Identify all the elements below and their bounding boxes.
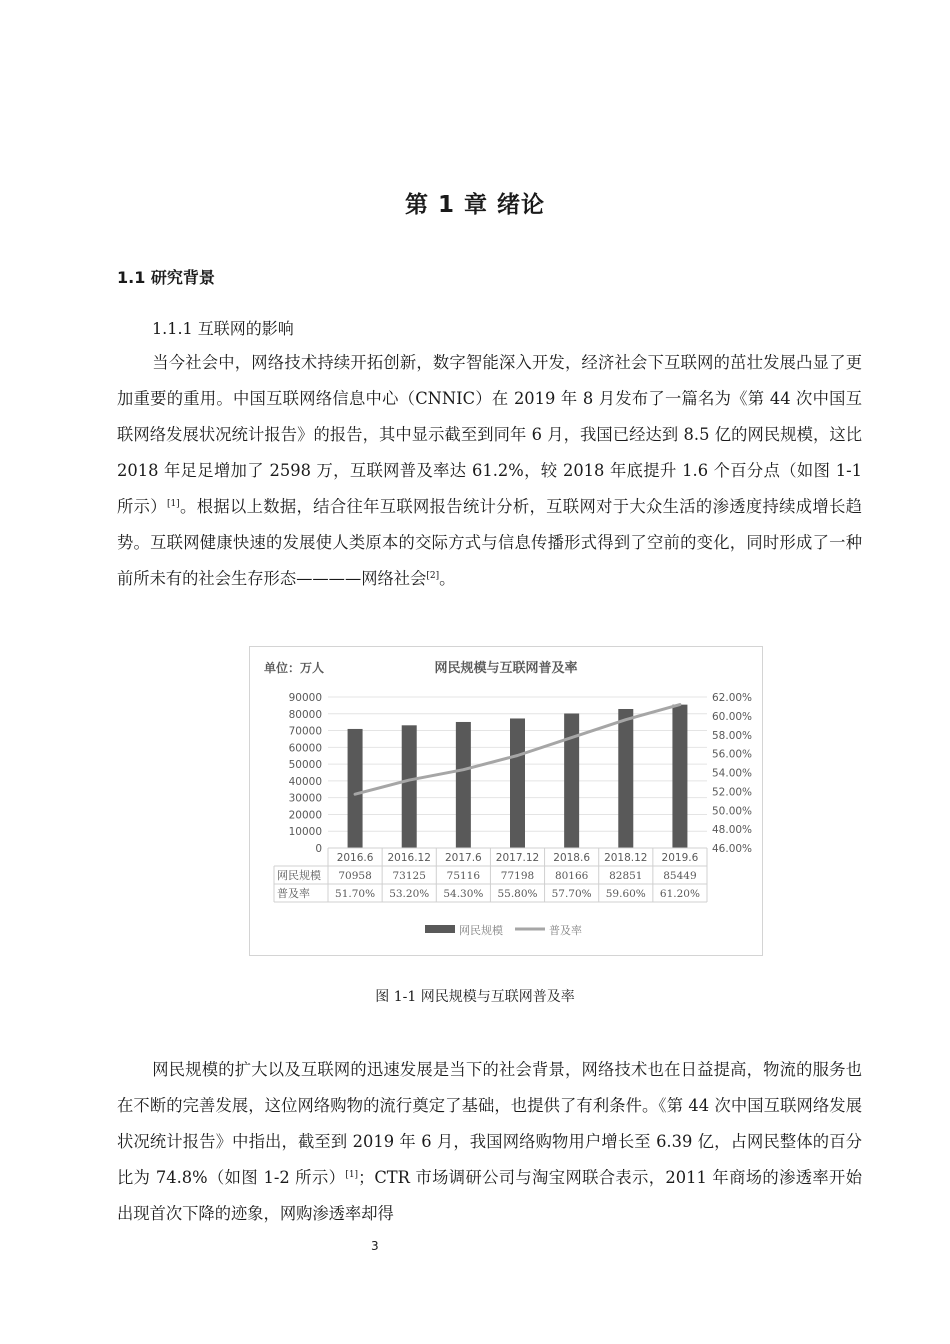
y-left-tick-label: 60000 — [288, 742, 322, 755]
y-right-tick-label: 50.00% — [712, 805, 753, 818]
legend-swatch-bar — [425, 925, 455, 933]
y-left-tick-label: 20000 — [288, 809, 322, 822]
chart-unit-label: 单位：万人 — [264, 661, 325, 675]
data-label: 75116 — [446, 870, 481, 882]
y-left-tick-label: 70000 — [288, 725, 322, 738]
x-tick-label: 2018.12 — [604, 852, 648, 864]
figure-chart — [249, 646, 763, 956]
y-right-tick-label: 62.00% — [712, 692, 753, 704]
figure-caption: 图 1-1 网民规模与互联网普及率 — [375, 989, 575, 1005]
y-right-tick-label: 58.00% — [712, 729, 753, 742]
bar — [618, 709, 633, 848]
data-label: 77198 — [500, 870, 535, 882]
table-row-header: 网民规模 — [277, 869, 321, 882]
y-left-tick-label: 30000 — [288, 792, 322, 805]
paragraph-text: 当今社会中，网络技术持续开拓创新，数字智能深入开发，经济社会下互联网的茁壮发展凸显了更加重要的重用。中国互联网络信息中心（CNNIC）在 2019 年 8 月发布了一篇名为《第 44 次中国互联网络发展状况统计报告》的报告，其中显示截至到同年 6 月，我国已经达到 8.5 亿的网民规模，这比 2018 年足足增加了 2598 万，互联网普及率达 61.2%，较 2018 年底提升 1.6 个百分点（如图 1-1 所示） — [117, 353, 862, 516]
data-label: 70958 — [338, 870, 372, 882]
x-tick-label: 2019.6 — [661, 852, 699, 864]
paragraph-text: 。根据以上数据，结合往年互联网报告统计分析，互联网对于大众生活的渗透度持续成增长趋势。互联网健康快速的发展使人类原本的交际方式与信息传播形式得到了空前的变化，同时形成了一种前所未有的社会生存形态————网络社会 — [117, 497, 862, 588]
chart-title: 网民规模与互联网普及率 — [434, 661, 578, 676]
data-label: 85449 — [663, 870, 697, 882]
chapter-title: 第 1 章 绪论 — [404, 192, 546, 218]
citation-ref[interactable]: [1] — [345, 1170, 359, 1180]
data-label: 73125 — [392, 870, 426, 882]
data-label: 57.70% — [551, 888, 592, 900]
x-tick-label: 2018.6 — [553, 852, 591, 864]
x-tick-label: 2017.6 — [444, 852, 482, 864]
y-left-tick-label: 10000 — [288, 826, 322, 839]
y-right-tick-label: 48.00% — [712, 824, 753, 837]
data-label: 59.60% — [605, 888, 646, 900]
legend-label: 网民规模 — [459, 924, 503, 937]
body-paragraph-2 — [117, 1052, 862, 1232]
data-label: 82851 — [609, 870, 643, 882]
page-number: 3 — [371, 1239, 379, 1253]
subsection-heading: 1.1.1 互联网的影响 — [152, 319, 294, 338]
y-left-tick-label: 90000 — [288, 692, 322, 704]
y-right-tick-label: 54.00% — [712, 767, 753, 780]
x-tick-label: 2016.12 — [387, 852, 431, 864]
y-right-tick-label: 46.00% — [712, 843, 753, 855]
legend-label: 普及率 — [549, 924, 582, 937]
x-tick-label: 2017.12 — [495, 852, 540, 864]
data-label: 61.20% — [659, 888, 700, 900]
data-label: 51.70% — [335, 888, 376, 900]
table-row-header: 普及率 — [277, 887, 310, 900]
bar — [402, 725, 417, 848]
data-label: 54.30% — [443, 888, 484, 900]
bar — [510, 718, 525, 848]
section-heading: 1.1 研究背景 — [117, 268, 215, 287]
bar — [456, 722, 471, 848]
y-left-tick-label: 0 — [315, 843, 322, 855]
bar — [348, 729, 363, 848]
y-left-tick-label: 50000 — [288, 759, 322, 772]
chart-canvas — [250, 647, 762, 955]
data-label: 80166 — [554, 870, 589, 882]
y-right-tick-label: 60.00% — [712, 710, 753, 723]
y-left-tick-label: 80000 — [288, 708, 322, 721]
x-tick-label: 2016.6 — [336, 852, 374, 864]
y-left-tick-label: 40000 — [288, 775, 322, 788]
data-label: 53.20% — [389, 888, 430, 900]
bar — [672, 705, 687, 848]
citation-ref[interactable]: [2] — [426, 571, 440, 581]
paragraph-text: ；CTR 市场调研公司与淘宝网联合表示，2011 年商场的渗透率开始出现首次下降的迹象，网购渗透率却得 — [117, 1168, 863, 1223]
body-paragraph-1 — [117, 345, 862, 597]
paragraph-text: 。 — [439, 569, 456, 588]
data-label: 55.80% — [497, 888, 538, 900]
y-right-tick-label: 52.00% — [712, 786, 753, 799]
y-right-tick-label: 56.00% — [712, 748, 753, 761]
bar — [564, 713, 579, 848]
citation-ref[interactable]: [1] — [166, 499, 180, 509]
paragraph-text: 网民规模的扩大以及互联网的迅速发展是当下的社会背景，网络技术也在日益提高，物流的服务也在不断的完善发展，这位网络购物的流行奠定了基础，也提供了有利条件。《第 44 次中国互联网络发展状况统计报告》中指出，截至到 2019 年 6 月，我国网络购物用户增长至 6.39 亿，占网民整体的百分比为 74.8%（如图 1-2 所示） — [117, 1060, 862, 1187]
